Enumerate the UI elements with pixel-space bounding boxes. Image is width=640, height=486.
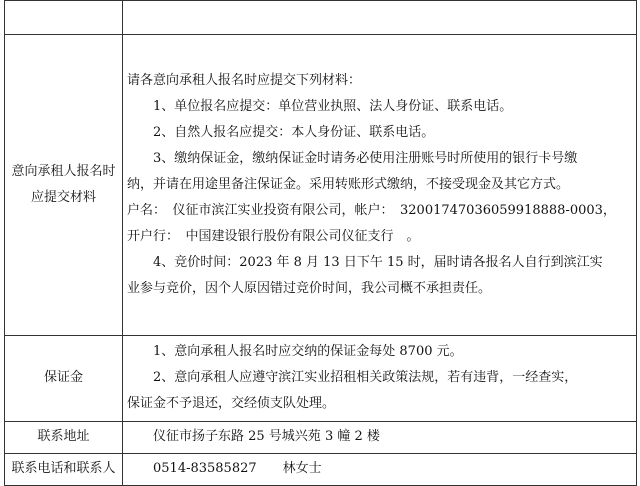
bank-line: 开户行： 中国建设银行股份有限公司仪征支行 。 [127, 228, 420, 244]
address-value: 仪征市扬子东路 25 号城兴苑 3 幢 2 楼 [153, 429, 380, 445]
table-row-deposit [5, 335, 637, 421]
materials-label-line-2: 应提交材料 [30, 189, 96, 205]
materials-label-line-1: 意向承租人报名时 [11, 163, 116, 179]
table-row-contact [5, 453, 637, 485]
materials-content [123, 35, 637, 336]
table-row-address [5, 421, 637, 453]
deposit-content [123, 335, 637, 421]
deposit-item-1: 1、意向承租人报名时应交纳的保证金每处 8700 元。 [153, 344, 463, 360]
materials-item-3: 3、缴纳保证金，缴纳保证金时请务必使用注册账号时所使用的银行卡号缴 [153, 150, 578, 166]
address-label: 联系地址 [5, 421, 123, 453]
table-cell-label-empty [5, 1, 123, 35]
address-content [123, 421, 637, 453]
materials-item-2: 2、自然人报名应提交：本人身份证、联系电话。 [153, 124, 435, 140]
contact-content [123, 453, 637, 485]
materials-item-4-cont: 业参与竞价，因个人原因错过竞价时间，我公司概不承担责任。 [127, 280, 492, 296]
info-table [4, 0, 637, 486]
account-name-line: 户名： 仪征市滨江实业投资有限公司，帐户： 32001747036059918888-0003， [127, 202, 616, 218]
deposit-item-2-cont: 保证金不予退还，交经侦支队处理。 [127, 396, 336, 412]
contact-value: 0514-83585827 林女士 [153, 461, 322, 477]
table-row [5, 1, 637, 35]
materials-label [5, 35, 123, 336]
materials-intro: 请各意向承租人报名时应提交下列材料： [127, 72, 362, 88]
contact-label: 联系电话和联系人 [5, 453, 123, 485]
materials-item-1: 1、单位报名应提交：单位营业执照、法人身份证、联系电话。 [153, 98, 513, 114]
deposit-label: 保证金 [5, 335, 123, 421]
table-row-materials [5, 35, 637, 336]
deposit-item-2: 2、意向承租人应遵守滨江实业招租相关政策法规，若有违背，一经查实， [153, 370, 578, 386]
materials-item-3-cont: 纳，并请在用途里备注保证金。采用转账形式缴纳，不接受现金及其它方式。 [127, 176, 570, 192]
table-cell-content-empty [123, 1, 637, 35]
materials-item-4: 4、竞价时间：2023 年 8 月 13 日下午 15 时，届时请各报名人自行到滨江实 [153, 254, 603, 270]
